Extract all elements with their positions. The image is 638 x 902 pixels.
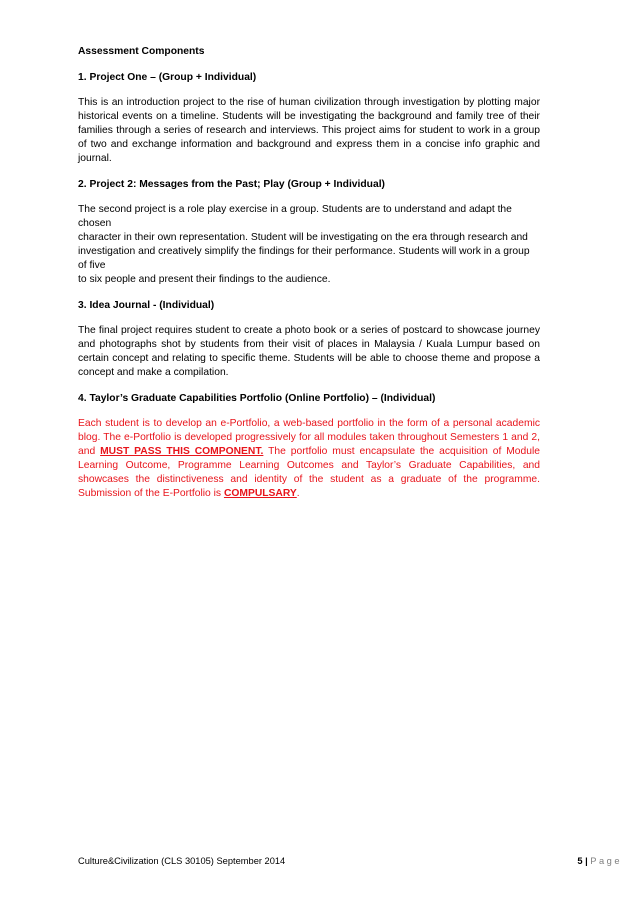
project-2-line: investigation and creatively simplify the findings for their performance. Students will work in a group of five [78, 246, 530, 271]
project-2-line: The second project is a role play exercise in a group. Students are to understand and adapt the chosen [78, 204, 512, 229]
project-4-heading: 4. Taylor’s Graduate Capabilities Portfolio (Online Portfolio) – (Individual) [78, 393, 436, 404]
project-1-heading: 1. Project One – (Group + Individual) [78, 72, 257, 83]
project-4-text-part2: The portfolio must encapsulate the acquisition of Module Learning Outcome, Programme Learning Outcomes and Taylor’s Graduate Capabilities, and showcases the distinctiveness and identity of the student as a graduate of the programme. Submission of the E-Portfolio is [78, 446, 540, 499]
footer-page-indicator [577, 855, 622, 867]
page-number: 5 [577, 856, 583, 866]
project-3-description: The final project requires student to create a photo book or a series of postcard to showcase journey and photographs shot by students from their visit of places in Malaysia / Kuala Lumpur based on certain concept and relating to specific theme. Students will be able to choose theme and propose a concept and make a compilation. [78, 325, 540, 378]
page-content [78, 45, 540, 513]
footer-course-info: Culture&Civilization (CLS 30105) September 2014 [78, 856, 286, 866]
must-pass-emphasis: MUST PASS THIS COMPONENT. [100, 446, 264, 457]
project-4-text-part1: Each student is to develop an e-Portfolio, a web-based portfolio in the form of a personal academic blog. The e-Portfolio is developed progressively for all modules taken throughout Semesters 1 and 2, and [78, 418, 540, 457]
compulsary-emphasis: COMPULSARY [223, 488, 297, 499]
project-3-heading: 3. Idea Journal - (Individual) [78, 300, 215, 311]
project-4-description [78, 417, 540, 501]
section-title: Assessment Components [78, 46, 205, 57]
page-label: Page [590, 856, 622, 866]
project-4-text-end: . [296, 488, 300, 499]
project-2-line: character in their own representation. Student will be investigating on the era through research and [78, 232, 528, 243]
page-separator: | [582, 856, 591, 866]
project-2-line: to six people and present their findings to the audience. [78, 274, 331, 285]
project-1-description: This is an introduction project to the rise of human civilization through investigation by plotting major historical events on a timeline. Students will be investigating the background and family tree of their families through a series of research and interviews. This project aims for student to work in a group of two and exchange information and background and express them in a concise info graphic and journal. [78, 97, 540, 164]
project-2-heading: 2. Project 2: Messages from the Past; Play (Group + Individual) [78, 179, 385, 190]
project-2-description [78, 203, 540, 287]
